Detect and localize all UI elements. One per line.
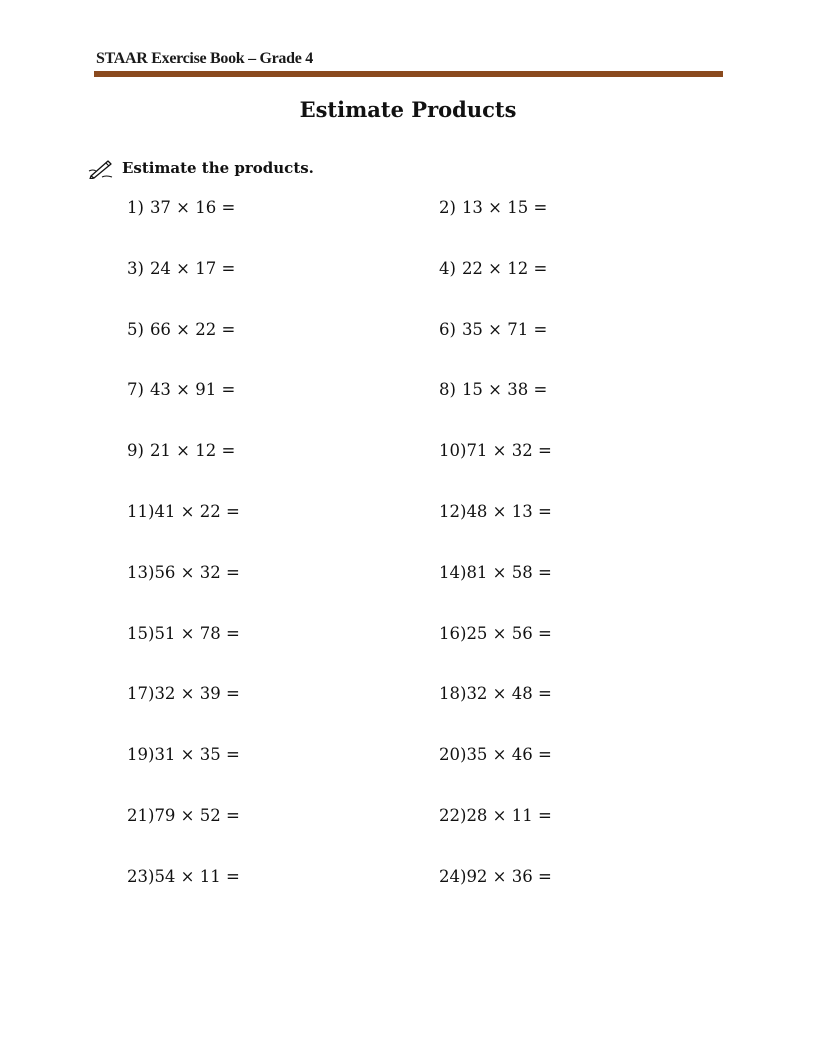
problem-4 xyxy=(439,259,547,278)
problem-number: 9) xyxy=(127,441,144,461)
problem-number: 23) xyxy=(127,866,155,886)
problem-expression: 13 × 15 = xyxy=(461,198,548,217)
problem-number: 7) xyxy=(127,380,144,400)
problem-number: 10) xyxy=(439,441,467,461)
problem-12 xyxy=(439,502,552,521)
problem-20 xyxy=(439,745,552,764)
problem-expression: 35 × 46 = xyxy=(466,745,552,765)
problem-number: 20) xyxy=(439,745,467,765)
problem-number: 21) xyxy=(127,806,155,825)
problem-13 xyxy=(127,563,240,582)
problem-number: 11) xyxy=(127,502,155,521)
problem-expression: 54 × 11 = xyxy=(154,866,240,886)
problem-18 xyxy=(439,684,552,703)
problem-expression: 71 × 32 = xyxy=(466,441,552,461)
problem-8 xyxy=(439,380,547,399)
problem-10 xyxy=(439,441,552,460)
problem-number: 1) xyxy=(127,198,144,217)
problem-number: 13) xyxy=(127,562,155,582)
problem-21 xyxy=(127,806,240,825)
problem-22 xyxy=(439,806,552,825)
problem-expression: 51 × 78 = xyxy=(154,623,240,643)
problem-17 xyxy=(127,684,240,703)
problem-9 xyxy=(127,441,235,460)
problem-number: 24) xyxy=(439,866,467,886)
problem-expression: 81 × 58 = xyxy=(466,562,552,582)
problem-expression: 28 × 11 = xyxy=(466,806,552,825)
problem-number: 19) xyxy=(127,745,155,765)
problem-expression: 35 × 71 = xyxy=(461,319,548,339)
page-title: Estimate Products xyxy=(299,97,517,122)
problem-6 xyxy=(439,320,547,339)
problem-number: 22) xyxy=(439,806,467,825)
problem-5 xyxy=(127,320,235,339)
problem-expression: 31 × 35 = xyxy=(154,745,240,765)
problem-expression: 41 × 22 = xyxy=(154,502,240,521)
problem-expression: 79 × 52 = xyxy=(154,806,240,825)
problem-number: 6) xyxy=(439,319,456,339)
problem-expression: 32 × 39 = xyxy=(154,684,240,704)
problem-number: 18) xyxy=(439,684,467,704)
problem-expression: 48 × 13 = xyxy=(466,502,552,521)
problem-expression: 66 × 22 = xyxy=(149,319,236,339)
problem-expression: 92 × 36 = xyxy=(466,866,552,886)
pencil-icon xyxy=(88,157,114,179)
problem-expression: 37 × 16 = xyxy=(149,198,236,217)
problem-number: 3) xyxy=(127,258,144,278)
problem-number: 16) xyxy=(439,623,467,643)
header-rule xyxy=(94,71,723,77)
problem-expression: 32 × 48 = xyxy=(466,684,552,704)
problem-7 xyxy=(127,380,235,399)
problem-number: 8) xyxy=(439,380,456,400)
problem-number: 15) xyxy=(127,623,155,643)
problem-14 xyxy=(439,563,552,582)
header-title: STAAR Exercise Book – Grade 4 xyxy=(96,50,313,67)
problem-expression: 22 × 12 = xyxy=(461,258,548,278)
problem-expression: 43 × 91 = xyxy=(149,380,236,400)
instruction-text: Estimate the products. xyxy=(122,159,314,177)
problem-number: 2) xyxy=(439,198,456,217)
problem-15 xyxy=(127,624,240,643)
problem-number: 17) xyxy=(127,684,155,704)
problem-11 xyxy=(127,502,240,521)
problem-19 xyxy=(127,745,240,764)
problem-23 xyxy=(127,867,240,886)
instruction xyxy=(88,157,314,179)
problem-number: 12) xyxy=(439,502,467,521)
problem-3 xyxy=(127,259,235,278)
problem-24 xyxy=(439,867,552,886)
problem-1 xyxy=(127,198,235,217)
problem-number: 4) xyxy=(439,258,456,278)
problem-expression: 24 × 17 = xyxy=(149,258,236,278)
problem-2 xyxy=(439,198,547,217)
problem-expression: 25 × 56 = xyxy=(466,623,552,643)
problem-expression: 56 × 32 = xyxy=(154,562,240,582)
problem-expression: 21 × 12 = xyxy=(149,441,236,461)
problem-16 xyxy=(439,624,552,643)
problem-number: 5) xyxy=(127,319,144,339)
problem-number: 14) xyxy=(439,562,467,582)
problem-expression: 15 × 38 = xyxy=(461,380,548,400)
